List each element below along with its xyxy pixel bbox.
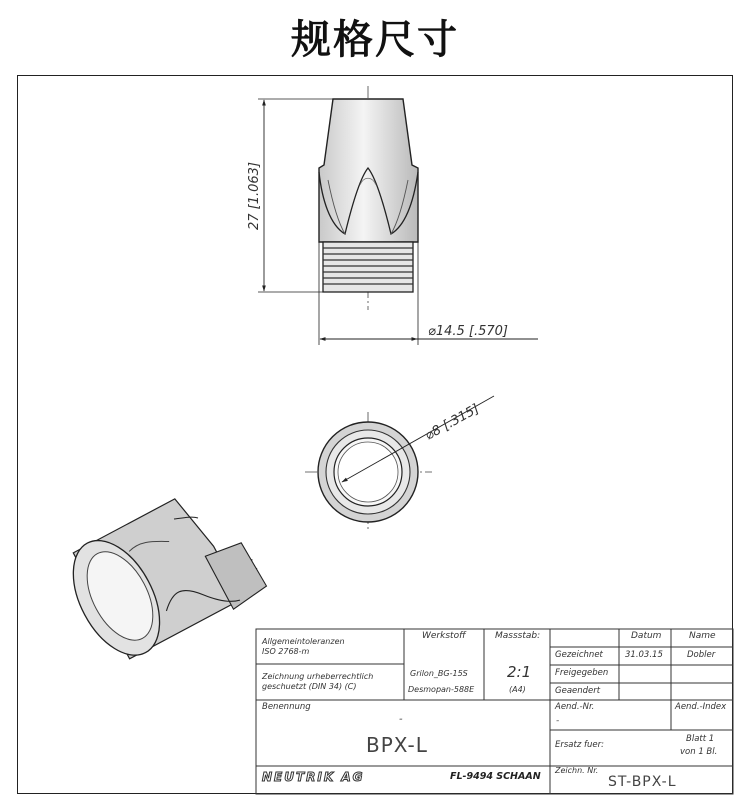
change-no-label: Aend.-Nr.: [555, 702, 595, 712]
tolerance-label: Allgemeintoleranzen: [262, 637, 345, 646]
scale-header: Massstab:: [495, 631, 541, 641]
material-2: Desmopan-588E: [408, 685, 475, 694]
change-no-value: -: [556, 716, 560, 726]
material-header: Werkstoff: [422, 631, 466, 641]
height-dimension-label: 27 [1.063]: [247, 161, 262, 231]
copyright-line2: geschuetzt (DIN 34) (C): [262, 682, 357, 691]
company-logo: NEUTRIK AG: [262, 770, 365, 784]
inner-diameter-label: ⌀8 [.315]: [422, 401, 482, 444]
tolerance-value: ISO 2768-m: [262, 647, 310, 656]
paper-size: (A4): [509, 685, 526, 694]
top-view: [305, 396, 494, 530]
drawn-label: Gezeichnet: [555, 650, 603, 660]
designation-label: Benennung: [262, 702, 311, 712]
outer-diameter-label: ⌀14.5 [.570]: [428, 324, 508, 339]
thread: [323, 242, 413, 292]
released-label: Freigegeben: [555, 668, 609, 678]
page-title: 规格尺寸: [291, 16, 459, 63]
change-index-label: Aend.-Index: [675, 702, 727, 712]
replacement-label: Ersatz fuer:: [555, 740, 604, 750]
drawn-date: 31.03.15: [625, 650, 663, 660]
date-header: Datum: [631, 631, 662, 641]
changed-label: Geaendert: [555, 686, 601, 696]
copyright-line1: Zeichnung urheberrechtlich: [262, 672, 374, 681]
name-header: Name: [689, 631, 716, 641]
drawn-name: Dobler: [687, 650, 716, 660]
drawing-no-label: Zeichn. Nr.: [555, 766, 599, 775]
scale-value: 2:1: [507, 663, 532, 681]
drawing-no-value: ST-BPX-L: [608, 774, 677, 790]
designation-dash: -: [399, 714, 403, 725]
perspective-view: [56, 478, 269, 672]
company-address: FL-9494 SCHAAN: [450, 771, 541, 782]
material-1: Grilon_BG-15S: [410, 669, 468, 678]
sheet-line2: von 1 Bl.: [680, 747, 718, 757]
sheet-line1: Blatt 1: [686, 734, 715, 744]
side-view: [247, 86, 538, 345]
designation-value: BPX-L: [366, 733, 428, 757]
